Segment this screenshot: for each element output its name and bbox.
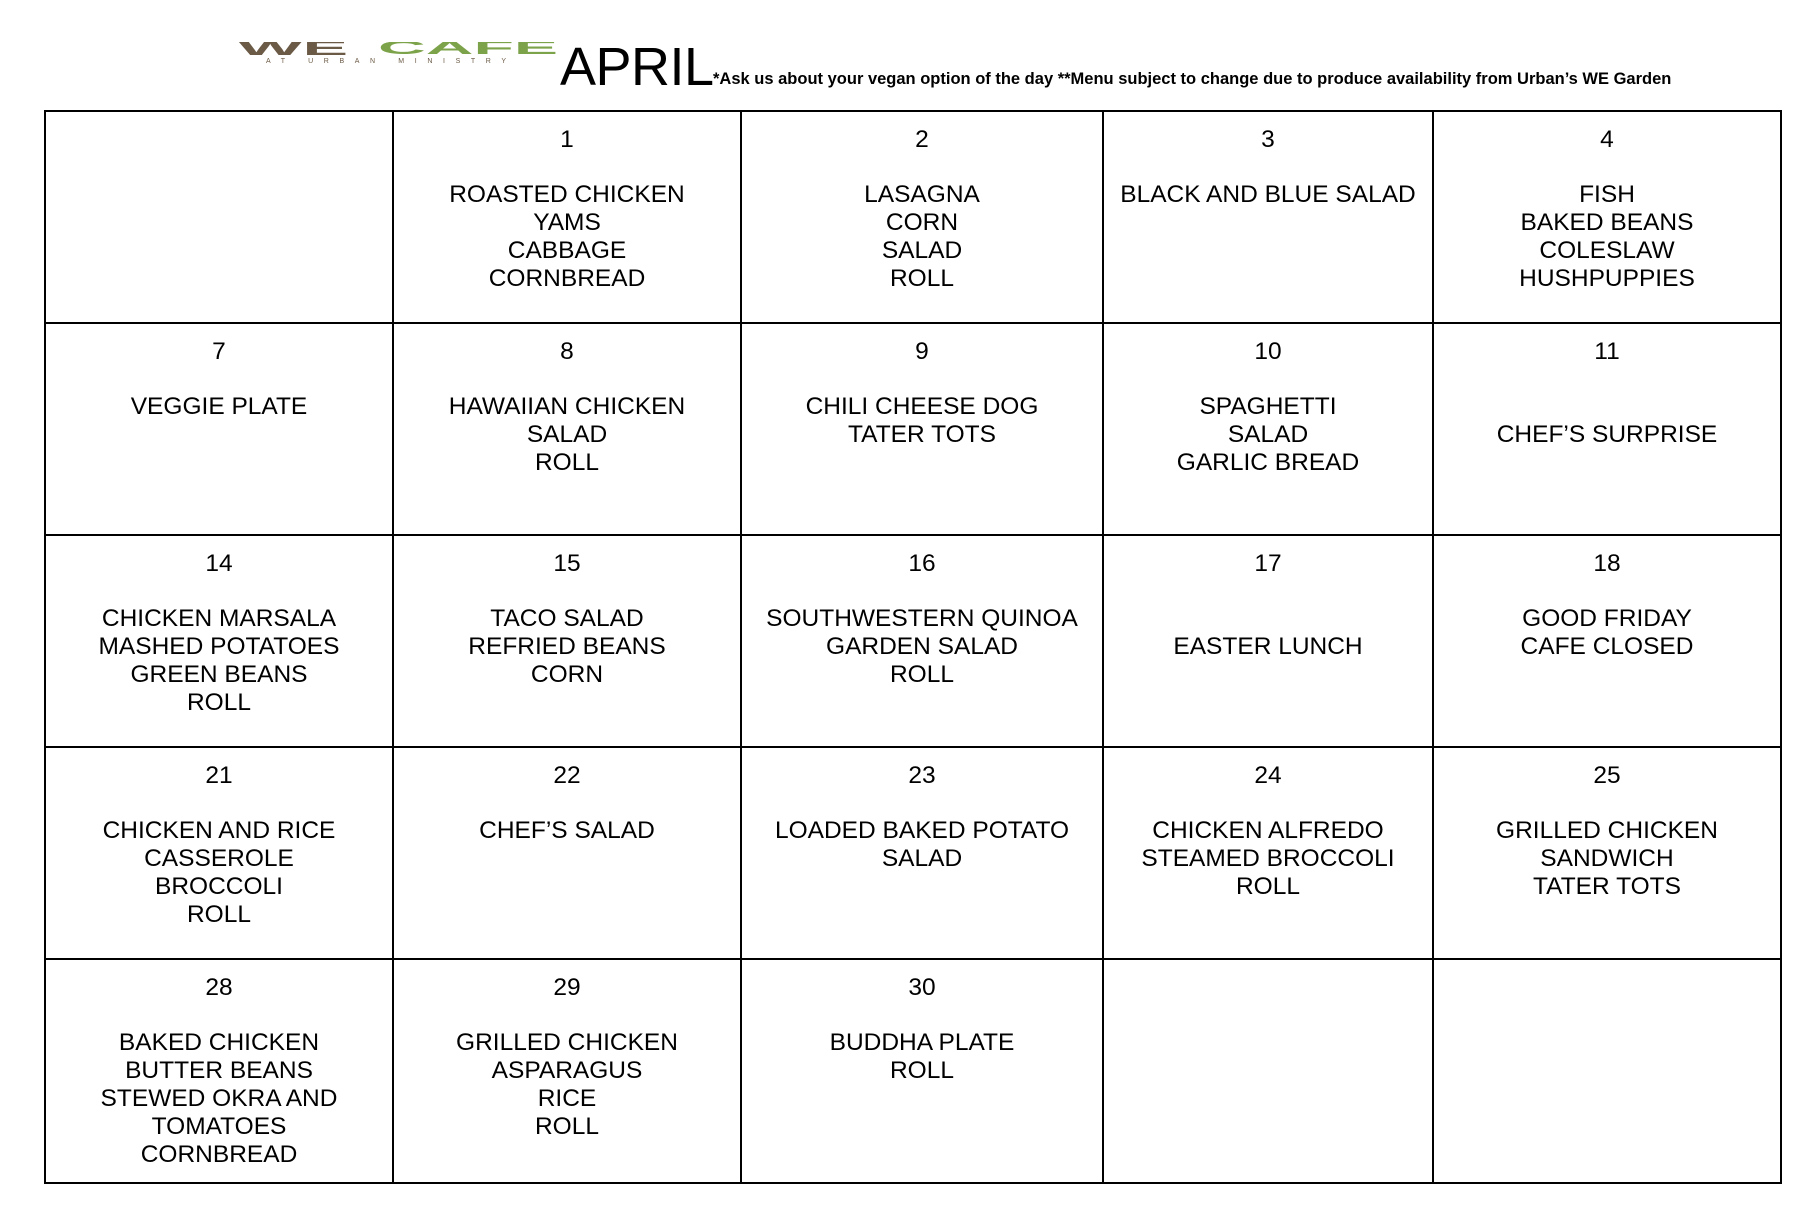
menu-items bbox=[394, 393, 740, 477]
calendar-week-row bbox=[45, 111, 1781, 323]
menu-item: ROASTED CHICKEN bbox=[449, 181, 685, 208]
menu-header bbox=[0, 0, 1810, 110]
calendar-day-cell bbox=[45, 959, 393, 1183]
menu-items bbox=[46, 393, 392, 421]
calendar-week-row bbox=[45, 747, 1781, 959]
menu-item: CHILI CHEESE DOG bbox=[805, 393, 1039, 420]
menu-item: GRILLED CHICKEN bbox=[1496, 817, 1718, 844]
menu-item: HUSHPUPPIES bbox=[1519, 265, 1695, 292]
menu-item: CORN bbox=[885, 209, 959, 236]
day-number: 14 bbox=[205, 550, 233, 577]
day-number: 29 bbox=[553, 974, 581, 1001]
menu-item: BUTTER BEANS bbox=[125, 1057, 313, 1084]
menu-item: ROLL bbox=[889, 1057, 954, 1084]
menu-items bbox=[742, 181, 1102, 293]
menu-item: CABBAGE bbox=[507, 237, 627, 264]
menu-item: ROLL bbox=[889, 265, 954, 292]
menu-items bbox=[1104, 393, 1432, 477]
menu-item: MASHED POTATOES bbox=[98, 633, 340, 660]
menu-item: SALAD bbox=[881, 237, 963, 264]
menu-item: BUDDHA PLATE bbox=[829, 1029, 1015, 1056]
day-number: 24 bbox=[1254, 762, 1282, 789]
menu-item: ROLL bbox=[1235, 873, 1300, 900]
menu-item: CASSEROLE bbox=[144, 845, 294, 872]
menu-item: GOOD FRIDAY bbox=[1522, 605, 1692, 632]
day-number: 9 bbox=[915, 338, 929, 365]
menu-item: CHEF’S SALAD bbox=[479, 817, 655, 844]
menu-item: REFRIED BEANS bbox=[468, 633, 666, 660]
menu-items bbox=[394, 181, 740, 293]
day-number: 22 bbox=[553, 762, 581, 789]
menu-item: TOMATOES bbox=[151, 1113, 287, 1140]
day-number: 3 bbox=[1261, 126, 1275, 153]
menu-items bbox=[394, 1029, 740, 1141]
calendar-day-cell bbox=[45, 747, 393, 959]
day-number: 2 bbox=[915, 126, 929, 153]
calendar-day-cell bbox=[393, 323, 741, 535]
menu-item: SOUTHWESTERN QUINOA bbox=[766, 605, 1078, 632]
menu-item: EASTER LUNCH bbox=[1173, 633, 1363, 660]
calendar-day-cell bbox=[741, 747, 1103, 959]
menu-item: STEAMED BROCCOLI bbox=[1141, 845, 1395, 872]
calendar-day-cell bbox=[741, 323, 1103, 535]
calendar-day-cell bbox=[1103, 323, 1433, 535]
menu-item: TATER TOTS bbox=[848, 421, 996, 448]
calendar-day-cell bbox=[393, 111, 741, 323]
calendar-day-cell bbox=[393, 959, 741, 1183]
day-number: 25 bbox=[1593, 762, 1621, 789]
menu-items bbox=[46, 1029, 392, 1169]
calendar-week-row bbox=[45, 535, 1781, 747]
menu-item: CORN bbox=[530, 661, 604, 688]
menu-items bbox=[46, 605, 392, 717]
day-number: 15 bbox=[553, 550, 581, 577]
menu-item: HAWAIIAN CHICKEN bbox=[448, 393, 686, 420]
calendar-day-cell bbox=[1433, 323, 1781, 535]
menu-item: SPAGHETTI bbox=[1199, 393, 1337, 420]
menu-item: CHICKEN AND RICE bbox=[102, 817, 336, 844]
day-number: 18 bbox=[1593, 550, 1621, 577]
menu-item: CHICKEN ALFREDO bbox=[1152, 817, 1384, 844]
menu-item: ROLL bbox=[889, 661, 954, 688]
calendar-day-cell bbox=[1103, 111, 1433, 323]
menu-item: GARLIC BREAD bbox=[1176, 449, 1360, 476]
menu-item: STEWED OKRA AND bbox=[100, 1085, 338, 1112]
calendar-day-cell bbox=[45, 323, 393, 535]
day-number: 10 bbox=[1254, 338, 1282, 365]
menu-item: BAKED BEANS bbox=[1520, 209, 1694, 236]
svg-text:CAFE: CAFE bbox=[378, 42, 558, 58]
day-number: 1 bbox=[560, 126, 574, 153]
menu-items bbox=[394, 817, 740, 845]
we-cafe-logo bbox=[238, 42, 558, 64]
menu-item: TATER TOTS bbox=[1533, 873, 1681, 900]
calendar-day-cell bbox=[45, 535, 393, 747]
menu-items bbox=[1104, 817, 1432, 901]
menu-item: CAFE CLOSED bbox=[1520, 633, 1694, 660]
menu-items bbox=[742, 393, 1102, 449]
menu-item: BAKED CHICKEN bbox=[118, 1029, 320, 1056]
menu-item: GREEN BEANS bbox=[130, 661, 308, 688]
calendar-day-cell bbox=[393, 747, 741, 959]
svg-text:WE: WE bbox=[238, 42, 348, 60]
calendar-week-row bbox=[45, 323, 1781, 535]
menu-item: SALAD bbox=[881, 845, 963, 872]
calendar-day-cell bbox=[393, 535, 741, 747]
menu-items bbox=[394, 605, 740, 689]
day-number: 28 bbox=[205, 974, 233, 1001]
menu-items bbox=[742, 817, 1102, 873]
calendar-day-cell bbox=[45, 111, 393, 323]
menu-items bbox=[1434, 605, 1780, 661]
menu-item: YAMS bbox=[533, 209, 601, 236]
calendar-day-cell bbox=[1433, 111, 1781, 323]
menu-items bbox=[742, 605, 1102, 689]
menu-item: ASPARAGUS bbox=[491, 1057, 643, 1084]
calendar-day-cell bbox=[1433, 535, 1781, 747]
menu-item: CORNBREAD bbox=[488, 265, 646, 292]
menu-item: VEGGIE PLATE bbox=[130, 393, 308, 420]
menu-item: RICE bbox=[537, 1085, 597, 1112]
calendar-day-cell bbox=[741, 959, 1103, 1183]
menu-item: ROLL bbox=[186, 901, 251, 928]
menu-calendar bbox=[44, 110, 1782, 1184]
menu-item: GRILLED CHICKEN bbox=[456, 1029, 678, 1056]
menu-item: GARDEN SALAD bbox=[826, 633, 1018, 660]
day-number: 21 bbox=[205, 762, 233, 789]
day-number: 23 bbox=[908, 762, 936, 789]
calendar-day-cell bbox=[1433, 747, 1781, 959]
calendar-week-row bbox=[45, 959, 1781, 1183]
month-title: APRIL bbox=[560, 37, 714, 97]
menu-item: SALAD bbox=[1227, 421, 1309, 448]
menu-item: ROLL bbox=[534, 1113, 599, 1140]
day-number: 7 bbox=[212, 338, 226, 365]
menu-item: BLACK AND BLUE SALAD bbox=[1120, 181, 1416, 208]
menu-items bbox=[1434, 421, 1780, 449]
menu-note: *Ask us about your vegan option of the day **Menu subject to change due to produce availability from Urban’s WE Garden bbox=[713, 70, 1672, 88]
day-number: 16 bbox=[908, 550, 936, 577]
menu-item: LOADED BAKED POTATO bbox=[774, 817, 1070, 844]
calendar-day-cell bbox=[741, 535, 1103, 747]
menu-item: COLESLAW bbox=[1539, 237, 1675, 264]
calendar-day-cell bbox=[1103, 747, 1433, 959]
calendar-day-cell bbox=[741, 111, 1103, 323]
day-number: 8 bbox=[560, 338, 574, 365]
svg-text:AT URBAN MINISTRY: AT URBAN MINISTRY bbox=[266, 58, 506, 64]
menu-item: ROLL bbox=[186, 689, 251, 716]
day-number: 17 bbox=[1254, 550, 1282, 577]
menu-item: BROCCOLI bbox=[155, 873, 283, 900]
menu-item: TACO SALAD bbox=[490, 605, 644, 632]
menu-item: LASAGNA bbox=[864, 181, 980, 208]
menu-items bbox=[46, 817, 392, 929]
day-number: 4 bbox=[1600, 126, 1614, 153]
menu-items bbox=[1104, 633, 1432, 661]
menu-item: FISH bbox=[1579, 181, 1635, 208]
day-number: 30 bbox=[908, 974, 936, 1001]
menu-item: ROLL bbox=[534, 449, 599, 476]
menu-items bbox=[1434, 817, 1780, 901]
calendar-day-cell bbox=[1433, 959, 1781, 1183]
calendar-day-cell bbox=[1103, 535, 1433, 747]
menu-items bbox=[1434, 181, 1780, 293]
menu-item: SALAD bbox=[526, 421, 608, 448]
menu-item: SANDWICH bbox=[1540, 845, 1674, 872]
calendar-day-cell bbox=[1103, 959, 1433, 1183]
menu-item: CHEF’S SURPRISE bbox=[1496, 421, 1718, 448]
menu-item: CHICKEN MARSALA bbox=[101, 605, 337, 632]
menu-item: CORNBREAD bbox=[140, 1141, 298, 1168]
menu-items bbox=[742, 1029, 1102, 1085]
day-number: 11 bbox=[1594, 338, 1620, 365]
menu-items bbox=[1104, 181, 1432, 209]
